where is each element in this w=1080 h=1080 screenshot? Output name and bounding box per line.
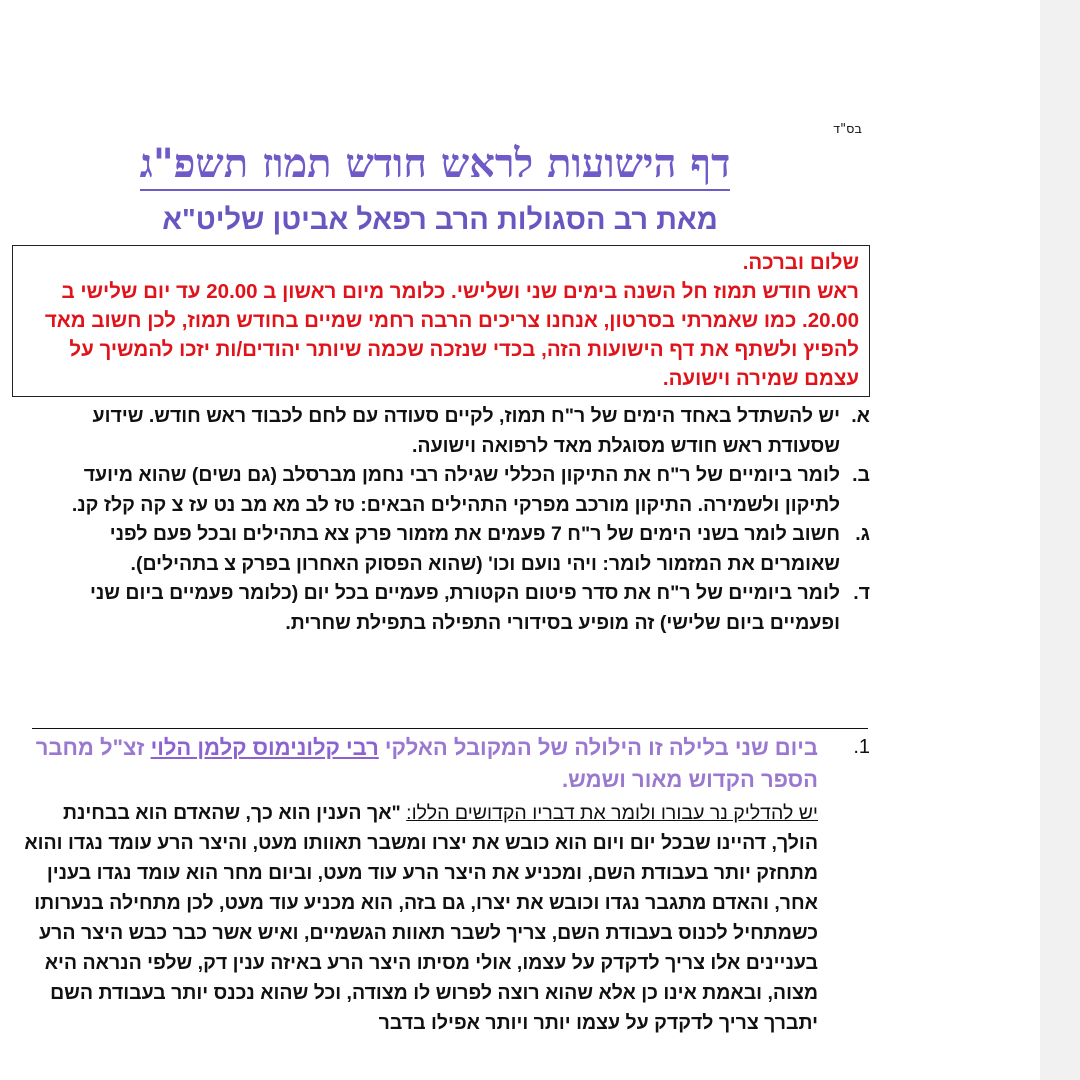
heading-rabbi-name: רבי קלונימוס קלמן הלוי: [150, 735, 379, 760]
greeting-box: [12, 245, 870, 397]
scroll-rail[interactable]: [1040, 0, 1080, 1080]
numbered-item-marker: 1.: [853, 736, 870, 758]
list-item-text: לומר ביומיים של ר"ח את סדר פיטום הקטורת, פעמיים בכל יום (כלומר פעמיים ביום שני ופעמיים ביום שלישי) זה מופיע בסידורי התפילה בתפילת שחרית.: [90, 582, 840, 634]
page-subtitle: מאת רב הסגולות הרב רפאל אביטן שליט"א: [162, 204, 718, 236]
greeting-line: שלום וברכה.: [742, 251, 859, 274]
list-item-marker: א.: [851, 405, 870, 427]
heading-post: זצ"ל מחבר הספר הקדוש מאור ושמש.: [35, 735, 818, 792]
page-title-text: דף הישועות לראש חודש תמוז תשפ"ג: [140, 140, 731, 191]
body-quote: "אך הענין הוא כך, שהאדם הוא בבחינת הולך, דהיינו שבכל יום ויום הוא כובש את יצרו ומשבר תאוותו מעט, והיצר הרע עומד נגדו והוא מתחזק יותר בעבודת השם, ומכניע את היצר הרע עוד מעט, וביום מחר הוא עומד נגדו בענין אחר, והאדם מתגבר נגדו וכובש את יצרו, גם בזה, הוא מכניע עוד מעט, לכן מתחילה בנערותו כשמתחיל לכנוס בעבודת השם, צריך לשבר תאוות הגשמיים, ואיש אשר כבר כבש היצר הרע בעניינים אלו צריך לדקדק על עצמו, אולי מסיתו היצר הרע באיזה ענין דק, שלפי הנראה היא מצוה, ובאמת אינו כן אלא שהוא רוצה לפרוש לו מצודה, וכל שהוא נכנס יותר בעבודת השם יתברך צריך לדקדק על עצמו יותר ויותר אפילו בדבר: [24, 802, 818, 1034]
bsd-mark: בס"ד: [832, 122, 862, 137]
list-item: [30, 402, 870, 461]
numbered-item-body: [20, 798, 818, 1038]
heading-pre: ביום שני בלילה זו הילולה של המקובל האלקי: [384, 735, 818, 760]
letter-list: [30, 402, 870, 638]
list-item: [30, 520, 870, 579]
list-item: [30, 579, 870, 638]
list-item-marker: ב.: [852, 464, 870, 486]
list-item-text: לומר ביומיים של ר"ח את התיקון הכללי שגילה רבי נחמן מברסלב (גם נשים) שהוא מיועד לתיקון ולשמירה. התיקון מורכב מפרקי התהילים הבאים: טז לב מא מב נט עז צ קה קלז קנ.: [71, 464, 840, 516]
list-item-text: יש להשתדל באחד הימים של ר"ח תמוז, לקיים סעודה עם לחם לכבוד ראש חודש. שידוע שסעודת ראש חודש מסוגלת מאד לרפואה וישועה.: [92, 405, 840, 457]
numbered-item: [20, 732, 870, 1038]
list-item-text: חשוב לומר בשני הימים של ר"ח 7 פעמים את מזמור פרק צא בתהילים ובכל פעם לפני שאומרים את המזמור לומר: ויהי נועם וכו' (שהוא הפסוק האחרון בפרק צ בתהילים).: [109, 523, 840, 575]
numbered-item-heading: [20, 732, 818, 796]
list-item-marker: ג.: [855, 523, 870, 545]
greeting-text: ראש חודש תמוז חל השנה בימים שני ושלישי. כלומר מיום ראשון ב 20.00 עד יום שלישי ב 20.00. כמו שאמרתי בסרטון, אנחנו צריכים הרבה רחמי שמיים בחודש תמוז, לכן חשוב מאד להפיץ ולשתף את דף הישועות הזה, בכדי שנזכה שכמה שיותר יהודים/ות יזכו להמשיך על עצמם שמירה וישועה.: [44, 280, 859, 390]
list-item-marker: ד.: [853, 582, 870, 604]
list-item: [30, 461, 870, 520]
section-divider: [32, 728, 868, 729]
page-title: [100, 140, 770, 187]
body-lead: יש להדליק נר עבורו ולומר את דבריו הקדושים הללו:: [406, 802, 818, 824]
